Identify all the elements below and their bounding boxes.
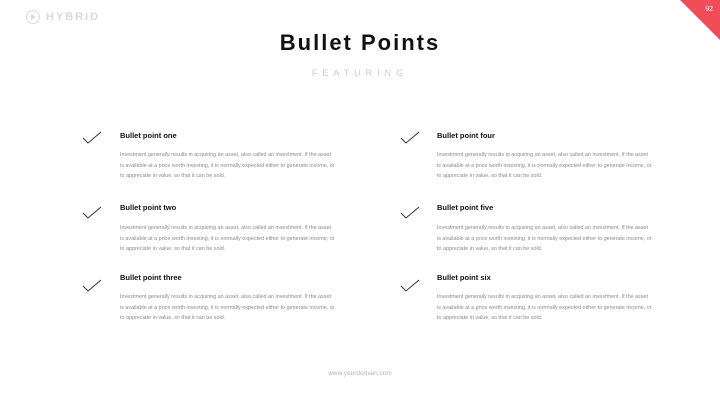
brand-logo	[26, 10, 100, 24]
play-circle-icon	[26, 10, 40, 24]
page-number: 92	[705, 6, 713, 13]
bullet-title-one: Bullet point one	[120, 131, 177, 140]
footer-url[interactable]: www.yourdomain.com	[328, 370, 392, 377]
check-icon	[82, 279, 102, 293]
bullet-title-six: Bullet point six	[437, 273, 491, 282]
bullet-desc-two: Investment generally results in acquiring an asset, also called an investment. If the asset is available at a price worth investing, it is normally expected either to generate income, or to appreciate in value, so that it can be sold.	[120, 225, 335, 252]
page-subtitle: FEATURING	[311, 68, 409, 78]
bullet-desc-three: Investment generally results in acquiring an asset, also called an investment. If the asset is available at a price worth investing, it is normally expected either to generate income, or to appreciate in value, so that it can be sold.	[120, 294, 335, 321]
brand-name: HYBRID	[46, 11, 101, 23]
bullet-desc-four: Investment generally results in acquiring an asset, also called an investment. If the asset is available at a price worth investing, it is normally expected either to generate income, or to appreciate in value, so that it can be sold.	[437, 152, 652, 179]
bullet-title-four: Bullet point four	[437, 131, 495, 140]
bullet-desc-one: Investment generally results in acquiring an asset, also called an investment. If the asset is available at a price worth investing, it is normally expected either to generate income, or to appreciate in value, so that it can be sold.	[120, 152, 335, 179]
check-icon	[400, 131, 420, 145]
page-title: Bullet Points	[279, 30, 441, 55]
check-icon	[400, 279, 420, 293]
bullet-desc-five: Investment generally results in acquiring an asset, also called an investment. If the asset is available at a price worth investing, it is normally expected either to generate income, or to appreciate in value, so that it can be sold.	[437, 225, 652, 252]
bullet-title-two: Bullet point two	[120, 203, 177, 212]
check-icon	[82, 131, 102, 145]
check-icon	[82, 206, 102, 220]
bullet-title-five: Bullet point five	[437, 203, 494, 212]
bullet-title-three: Bullet point three	[120, 273, 182, 282]
check-icon	[400, 206, 420, 220]
bullet-desc-six: Investment generally results in acquiring an asset, also called an investment. If the asset is available at a price worth investing, it is normally expected either to generate income, or to appreciate in value, so that it can be sold.	[437, 294, 652, 321]
